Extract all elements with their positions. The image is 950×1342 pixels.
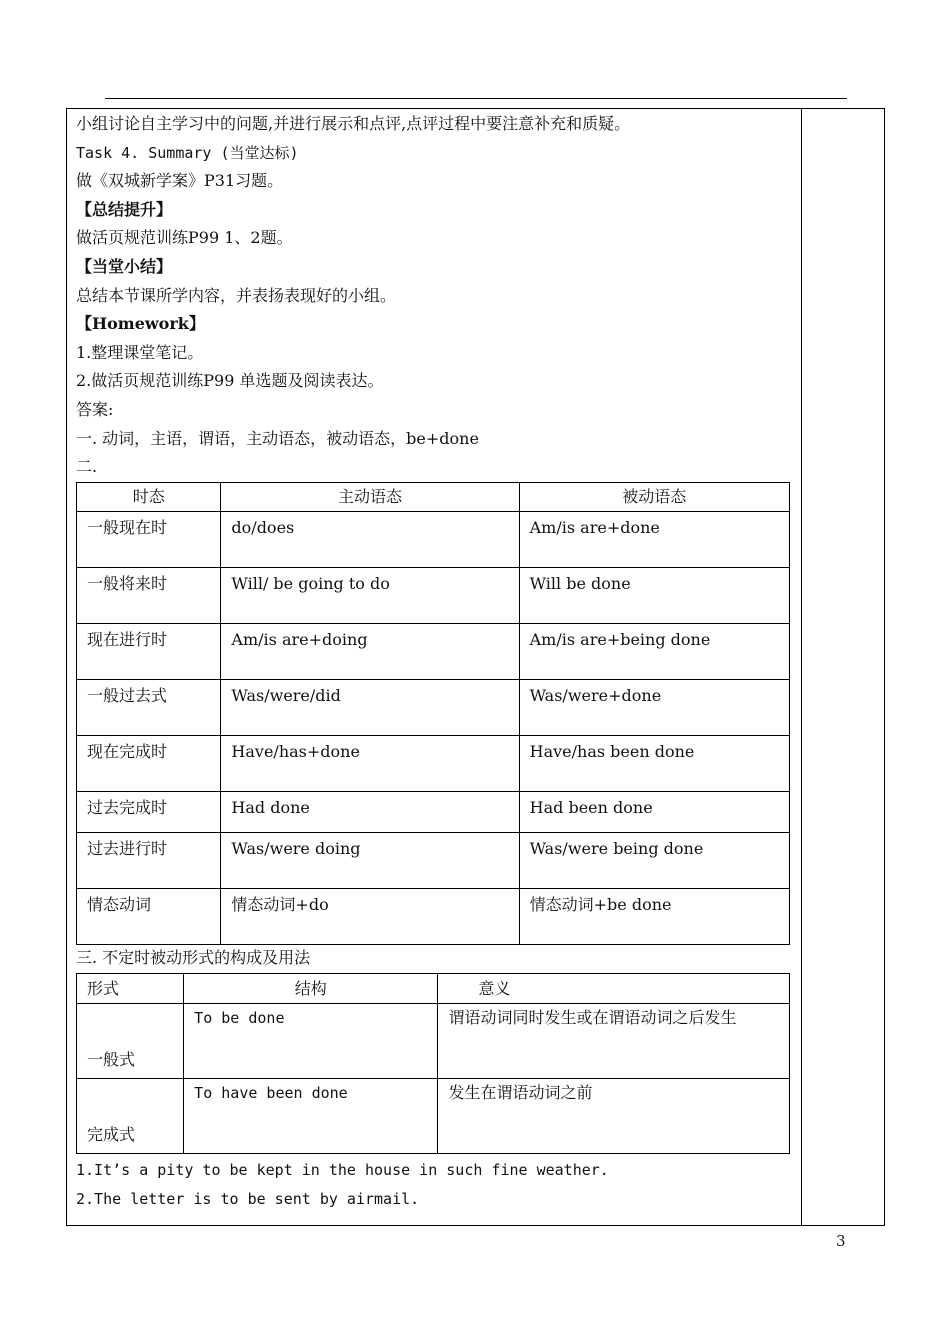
answer-2-label: 二. <box>76 457 98 477</box>
passive-cell: Was/were being done <box>519 833 789 889</box>
meaning-cell: 谓语动词同时发生或在谓语动词之后发生 <box>438 1004 790 1079</box>
page-number: 3 <box>836 1232 846 1250</box>
header-structure: 结构 <box>184 974 438 1004</box>
answers-label: 答案: <box>76 399 114 419</box>
homework-item-2: 2.做活页规范训练P99 单选题及阅读表达。 <box>76 371 384 391</box>
tense-cell: 现在完成时 <box>77 736 221 792</box>
structure-cell: To be done <box>184 1004 438 1079</box>
tense-cell: 情态动词 <box>77 889 221 945</box>
answer-1: 一. 动词，主语，谓语，主动语态，被动语态，be+done <box>76 428 479 448</box>
example-sentences <box>76 1156 609 1213</box>
active-cell: 情态动词+do <box>221 889 519 945</box>
discussion-text: 小组讨论自主学习中的问题,并进行展示和点评,点评过程中要注意补充和质疑。 <box>76 114 631 133</box>
structure-cell: To have been done <box>184 1079 438 1154</box>
passive-cell: Am/is are+being done <box>519 624 789 680</box>
active-cell: Had done <box>221 792 519 833</box>
section-3-title: 三. 不定时被动形式的构成及用法 <box>76 948 311 967</box>
passive-cell: Will be done <box>519 568 789 624</box>
form-cell: 完成式 <box>77 1079 184 1154</box>
header-rule <box>105 98 847 99</box>
homework-item-1: 1.整理课堂笔记。 <box>76 342 204 362</box>
meaning-cell: 发生在谓语动词之前 <box>438 1079 790 1154</box>
active-cell: Was/were doing <box>221 833 519 889</box>
passive-cell: 情态动词+be done <box>519 889 789 945</box>
active-cell: Am/is are+doing <box>221 624 519 680</box>
active-cell: Have/has+done <box>221 736 519 792</box>
table-row <box>77 1004 790 1079</box>
form-cell: 一般式 <box>77 1004 184 1079</box>
summary-improve-text: 做活页规范训练P99 1、2题。 <box>76 228 293 248</box>
active-cell: Will/ be going to do <box>221 568 519 624</box>
active-cell: Was/were/did <box>221 680 519 736</box>
class-summary-text: 总结本节课所学内容，并表扬表现好的小组。 <box>76 285 397 305</box>
tense-cell: 过去完成时 <box>77 792 221 833</box>
summary-improve-heading: 【总结提升】 <box>76 199 173 219</box>
passive-cell: Had been done <box>519 792 789 833</box>
header-tense: 时态 <box>77 483 221 512</box>
table-row <box>77 736 790 792</box>
tense-cell: 过去进行时 <box>77 833 221 889</box>
example-sentence-1: 1.It’s a pity to be kept in the house in such fine weather. <box>76 1161 609 1179</box>
table-row <box>77 568 790 624</box>
table-row <box>77 833 790 889</box>
infinitive-passive-table <box>76 973 790 1154</box>
class-summary-heading: 【当堂小结】 <box>76 256 173 276</box>
header-form: 形式 <box>77 974 184 1004</box>
task-4-exercise: 做《双城新学案》P31习题。 <box>76 171 284 191</box>
passive-cell: Am/is are+done <box>519 512 789 568</box>
tense-cell: 一般现在时 <box>77 512 221 568</box>
table-row <box>77 792 790 833</box>
table-header-row <box>77 483 790 512</box>
task-4-heading: Task 4. Summary (当堂达标) <box>76 143 299 162</box>
tense-cell: 一般过去式 <box>77 680 221 736</box>
header-meaning: 意义 <box>438 974 790 1004</box>
table-row <box>77 680 790 736</box>
homework-heading: 【Homework】 <box>76 314 205 334</box>
example-sentence-2: 2.The letter is to be sent by airmail. <box>76 1189 420 1208</box>
table-header-row <box>77 974 790 1004</box>
table-row <box>77 624 790 680</box>
lesson-content <box>76 110 796 482</box>
margin-column-divider <box>801 109 802 1225</box>
passive-cell: Was/were+done <box>519 680 789 736</box>
tense-cell: 一般将来时 <box>77 568 221 624</box>
table-row <box>77 889 790 945</box>
tense-cell: 现在进行时 <box>77 624 221 680</box>
table-row <box>77 512 790 568</box>
voice-tense-table <box>76 482 790 945</box>
header-active: 主动语态 <box>221 483 519 512</box>
table-row <box>77 1079 790 1154</box>
header-passive: 被动语态 <box>519 483 789 512</box>
passive-cell: Have/has been done <box>519 736 789 792</box>
active-cell: do/does <box>221 512 519 568</box>
